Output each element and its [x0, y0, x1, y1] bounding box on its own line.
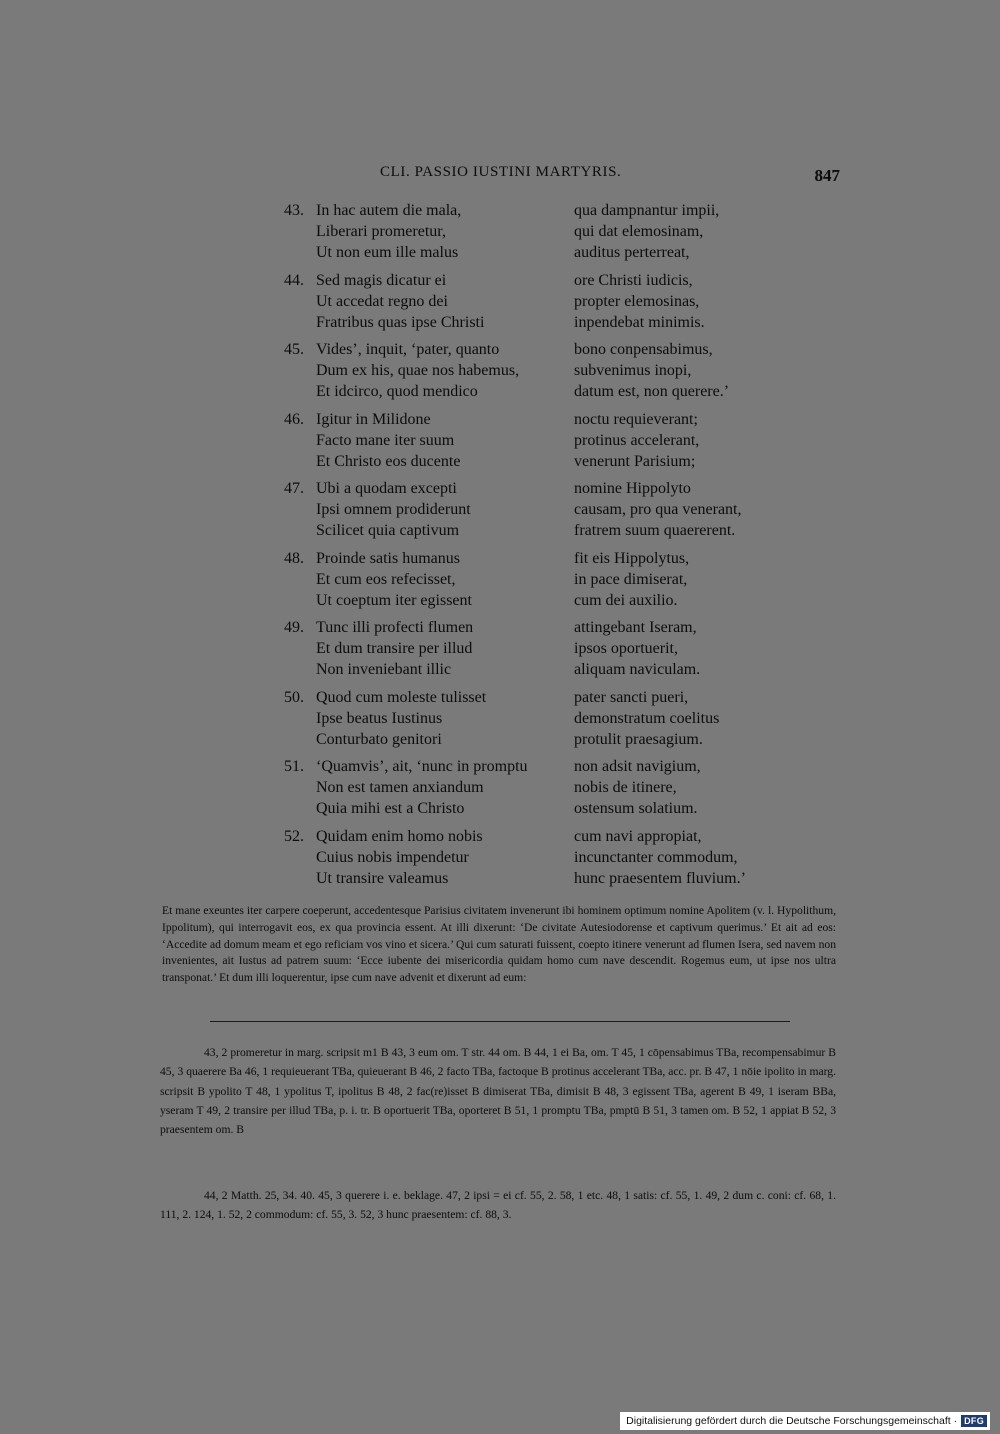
verse-second-half: incunctanter commodum,: [574, 848, 738, 866]
stanza-number: 49.: [284, 619, 304, 636]
verse-second-half: noctu requieverant;: [574, 410, 698, 428]
stanza-number: [262, 312, 304, 333]
verse-line: [262, 520, 842, 541]
verse-line: [262, 777, 842, 798]
verse-first-half: Scilicet quia captivum: [316, 522, 460, 539]
stanza-number: [262, 381, 304, 402]
verse-first-half: Quidam enim homo nobis: [316, 827, 483, 845]
verse-second-half: hunc praesentem fluvium.’: [574, 869, 746, 887]
verse-second-half: ostensum solatium.: [574, 800, 698, 817]
verse-line: [262, 312, 842, 333]
stanza-number: [262, 242, 304, 263]
stanza-number: [262, 221, 304, 242]
prose-paragraph: Et mane exeuntes iter carpere coeperunt, accedentesque Parisius civitatem invenerunt ibi hominem optimum nomine Apolitem (v. l. Hypolithum, Ippolitum), qui interrogavit eos, ex qua provincia essent. At illi dixerunt: ‘De civitate Autesiodorense et captivum querimus.’ Et ait ad eos: ‘Accedite ad domum meam et ego reficiam vos vino et sicera.’ Qui cum saturati fuissent, coepto itinere venerunt ad flumen Isera, sed navem non invenientes, ait Iustus ad patrem suum: ‘Ecce iubente dei misericordia quidam homo cum nave descendit. Rogemus eum, ut ipse nos ultra transponat.’ Et dum illi loquerentur, ipse cum nave advenit et dixerunt ad eum:: [162, 904, 836, 985]
verse-second-half: protinus accelerant,: [574, 431, 700, 449]
verse-second-half: nobis de itinere,: [574, 779, 677, 796]
stanza: [262, 339, 842, 402]
stanza-number: [262, 520, 304, 541]
verse-second-half: subvenimus inopi,: [574, 362, 692, 379]
stanza-number: [262, 360, 304, 381]
verse-line: [262, 590, 842, 611]
running-title: CLI. PASSIO IUSTINI MARTYRIS.: [380, 164, 622, 180]
stanza: [262, 478, 842, 541]
verse-second-half: attingebant Iseram,: [574, 619, 697, 636]
critical-apparatus: [160, 1043, 836, 1139]
verse-first-half: ‘Quamvis’, ait, ‘nunc in promptu: [316, 758, 528, 775]
stanza-number: 50.: [284, 688, 304, 706]
verse-line: [262, 242, 842, 263]
verse-first-half: Quia mihi est a Christo: [316, 800, 465, 817]
verse-second-half: cum navi appropiat,: [574, 827, 702, 845]
verse-line: [262, 430, 842, 451]
verse-second-half: cum dei auxilio.: [574, 591, 678, 609]
verse-second-half: nomine Hippolyto: [574, 480, 691, 497]
verse-first-half: Igitur in Milidone: [316, 410, 431, 428]
verse-line: [262, 291, 842, 312]
verse-first-half: Dum ex his, quae nos habemus,: [316, 362, 520, 379]
verse-second-half: qui dat elemosinam,: [574, 223, 704, 240]
stanza-number: 45.: [284, 341, 304, 358]
verse-line: [262, 708, 842, 729]
verse-line: [262, 826, 842, 847]
verse-first-half: In hac autem die mala,: [316, 202, 462, 219]
verse-second-half: in pace dimiserat,: [574, 570, 688, 588]
stanza-number: 46.: [284, 410, 304, 428]
dfg-logo: DFG: [961, 1415, 987, 1427]
verse-line: [262, 548, 842, 569]
stanza: [262, 756, 842, 819]
verse-line: [262, 339, 842, 360]
verse-line: [262, 409, 842, 430]
verse-second-half: ore Christi iudicis,: [574, 271, 693, 289]
stanza: [262, 200, 842, 263]
verse-first-half: Fratribus quas ipse Christi: [316, 313, 485, 331]
verse-line: [262, 270, 842, 291]
verse-line: [262, 868, 842, 889]
verse-first-half: Ipsi omnem prodiderunt: [316, 501, 471, 518]
verse-first-half: Ut transire valeamus: [316, 869, 449, 887]
verse-line: [262, 847, 842, 868]
verse-line: [262, 687, 842, 708]
verse-first-half: Facto mane iter suum: [316, 431, 455, 449]
verse-first-half: Quod cum moleste tulisset: [316, 688, 487, 706]
stanza-number: [262, 638, 304, 659]
page-number: 847: [814, 166, 840, 185]
source-notes: [160, 1186, 836, 1225]
verse-second-half: protulit praesagium.: [574, 730, 703, 748]
verse-second-half: causam, pro qua venerant,: [574, 501, 742, 518]
stanza-number: [262, 659, 304, 680]
verse-first-half: Et cum eos refecisset,: [316, 570, 456, 588]
verse-first-half: Ut coeptum iter egissent: [316, 591, 472, 609]
verse-line: [262, 381, 842, 402]
verse-second-half: auditus perterreat,: [574, 244, 690, 261]
stanza-number: [262, 569, 304, 590]
stanza-number: 48.: [284, 549, 304, 567]
stanza-number: [262, 708, 304, 729]
verse-second-half: pater sancti pueri,: [574, 688, 689, 706]
prose-version: [162, 903, 836, 987]
stanza: [262, 687, 842, 750]
verse-first-half: Ubi a quodam excepti: [316, 480, 457, 497]
verse-line: [262, 569, 842, 590]
verse-second-half: venerunt Parisium;: [574, 452, 696, 470]
poem-stanzas: [262, 200, 842, 895]
stanza-number: [262, 590, 304, 611]
verse-line: [262, 451, 842, 472]
verse-second-half: qua dampnantur impii,: [574, 202, 720, 219]
verse-first-half: Proinde satis humanus: [316, 549, 460, 567]
verse-line: [262, 221, 842, 242]
verse-first-half: Non inveniebant illic: [316, 661, 452, 678]
verse-first-half: Et idcirco, quod mendico: [316, 383, 478, 400]
stanza: [262, 826, 842, 889]
verse-second-half: bono conpensabimus,: [574, 341, 713, 358]
source-notes-text: 44, 2 Matth. 25, 34. 40. 45, 3 querere i. e. beklage. 47, 2 ipsi = ei cf. 55, 2. 58, 1 etc. 48, 1 satis: cf. 55, 1. 49, 2 dum c. coni: cf. 68, 1. 111, 2. 124, 1. 52, 2 commodum: cf. 55, 3. 52, 3 hunc praesentem: cf. 88, 3.: [160, 1189, 836, 1222]
stanza: [262, 409, 842, 472]
verse-first-half: Ut non eum ille malus: [316, 244, 459, 261]
digitization-credit: [620, 1412, 990, 1430]
verse-first-half: Et dum transire per illud: [316, 640, 473, 657]
verse-second-half: demonstratum coelitus: [574, 709, 720, 727]
verse-second-half: inpendebat minimis.: [574, 313, 705, 331]
stanza-number: [262, 499, 304, 520]
stanza-number: 47.: [284, 480, 304, 497]
page-header: [160, 164, 840, 188]
stanza-number: [262, 847, 304, 868]
verse-first-half: Ut accedat regno dei: [316, 292, 448, 310]
verse-first-half: Ipse beatus Iustinus: [316, 709, 443, 727]
verse-line: [262, 659, 842, 680]
verse-line: [262, 200, 842, 221]
verse-first-half: Et Christo eos ducente: [316, 452, 461, 470]
verse-line: [262, 617, 842, 638]
verse-line: [262, 499, 842, 520]
verse-line: [262, 756, 842, 777]
stanza: [262, 548, 842, 611]
stanza-number: 51.: [284, 758, 304, 775]
verse-line: [262, 478, 842, 499]
footnote-divider: [210, 1021, 790, 1022]
stanza-number: [262, 729, 304, 750]
stanza: [262, 270, 842, 333]
stanza: [262, 617, 842, 680]
verse-line: [262, 360, 842, 381]
verse-first-half: Liberari promeretur,: [316, 223, 446, 240]
stanza-number: [262, 868, 304, 889]
verse-second-half: fratrem suum quaererent.: [574, 522, 736, 539]
stanza-number: [262, 451, 304, 472]
verse-first-half: Sed magis dicatur ei: [316, 271, 447, 289]
stanza-number: 52.: [284, 827, 304, 845]
verse-second-half: fit eis Hippolytus,: [574, 549, 690, 567]
verse-line: [262, 798, 842, 819]
verse-second-half: non adsit navigium,: [574, 758, 701, 775]
verse-second-half: propter elemosinas,: [574, 292, 700, 310]
verse-line: [262, 638, 842, 659]
stanza-number: [262, 798, 304, 819]
verse-second-half: datum est, non querere.’: [574, 383, 730, 400]
stanza-number: [262, 430, 304, 451]
stanza-number: 43.: [284, 202, 304, 219]
apparatus-text: 43, 2 promeretur in marg. scripsit m1 B 43, 3 eum om. T str. 44 om. B 44, 1 ei Ba, om. T 45, 1 cōpensabimus TBa, recompensabimur B 45, 3 quaerere Ba 46, 1 requieuerant TBa, quieuerant B 46, 2 facto TBa, factoque B protinus accelerant TBa, acc. pr. B 47, 1 nōie ipolito in marg. scripsit B ypolito T 48, 1 ypolitus T, ipolitus B 48, 2 fac(re)isset B dimiserat TBa, dimisit B 48, 3 egissent TBa, agerent B 49, 1 iseram BBa, yseram T 49, 2 transire per illud TBa, p. i. tr. B oportuerit TBa, oporteret B 51, 1 promptu TBa, pmptū B 51, 3 tamen om. B 52, 1 appiat B 52, 3 praesentem om. B: [160, 1046, 836, 1137]
verse-line: [262, 729, 842, 750]
stanza-number: 44.: [284, 271, 304, 289]
verse-first-half: Non est tamen anxiandum: [316, 779, 484, 796]
verse-first-half: Vides’, inquit, ‘pater, quanto: [316, 341, 500, 358]
stanza-number: [262, 291, 304, 312]
verse-second-half: ipsos oportuerit,: [574, 640, 678, 657]
verse-first-half: Cuius nobis impendetur: [316, 848, 469, 866]
verse-first-half: Tunc illi profecti flumen: [316, 619, 474, 636]
verse-first-half: Conturbato genitori: [316, 730, 442, 748]
credit-text: Digitalisierung gefördert durch die Deutsche Forschungsgemeinschaft ·: [626, 1415, 958, 1427]
verse-second-half: aliquam naviculam.: [574, 661, 701, 678]
stanza-number: [262, 777, 304, 798]
